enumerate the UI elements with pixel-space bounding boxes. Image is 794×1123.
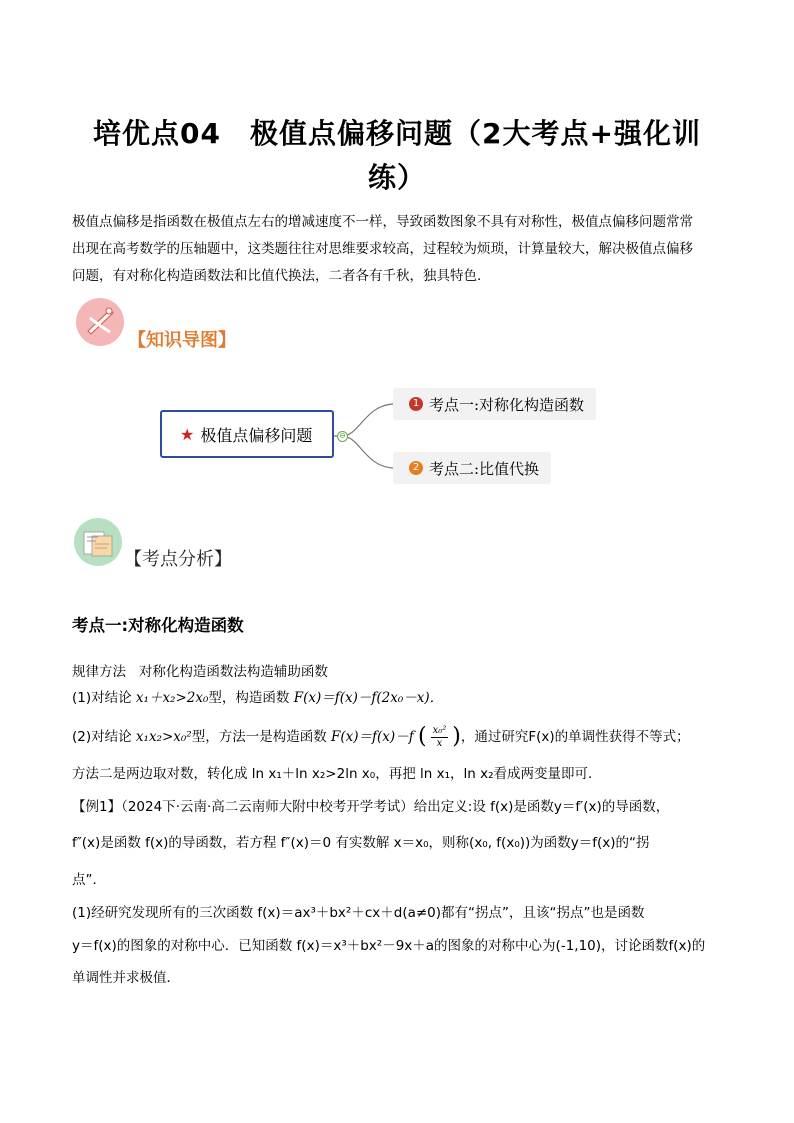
mind-map-node-2[interactable] (393, 452, 551, 484)
title-line-1: 培优点04 极值点偏移问题（2大考点+强化训 (93, 117, 701, 150)
section-analysis: 【考点分析】 (124, 549, 232, 570)
fraction-denominator: x (436, 737, 443, 749)
number-badge: 1 (409, 397, 423, 411)
item-3: 方法二是两边取对数，转化成 ln x₁＋ln x₂>2ln x₀，再把 ln x₁，ln x₂看成两变量即可． (72, 766, 602, 782)
page-title (80, 112, 714, 200)
collapse-icon[interactable]: ⊖ (337, 431, 348, 442)
item-2-mid: 型，方法一是构造函数 (191, 729, 327, 745)
title-line-2: 练） (367, 161, 426, 194)
example-line: y＝f(x)的图象的对称中心．已知函数 f(x)＝x³＋bx²－9x＋a的图象的对称中心为(-1,10)，讨论函数f(x)的 (72, 938, 706, 954)
mind-map-root-label: 极值点偏移问题 (200, 425, 313, 445)
fraction (431, 725, 449, 750)
law-label: 规律方法 (72, 664, 126, 680)
intro-paragraph (72, 209, 722, 290)
mind-map-node-1[interactable] (393, 388, 596, 420)
fraction-numerator: x₀² (432, 724, 447, 736)
star-icon: ★ (180, 424, 195, 444)
paren-close: ) (452, 724, 461, 749)
law-line (72, 662, 732, 682)
example-line: (1)经研究发现所有的三次函数 f(x)＝ax³＋bx²＋cx＋d(a≠0)都有“拐点”，且该“拐点”也是函数 (72, 905, 645, 921)
paren-open: ( (417, 724, 427, 749)
example-line: 单调性并求极值． (72, 970, 180, 986)
documents-icon (74, 518, 122, 566)
item-2-tail: ，通过研究F(x)的单调性获得不等式； (460, 729, 690, 745)
item-2-prefix: (2)对结论 (72, 729, 132, 745)
number-badge: 2 (409, 461, 423, 475)
section-knowledge-map: 【知识导图】 (128, 330, 236, 351)
item-1 (72, 688, 732, 708)
intro-line: 极值点偏移是指函数在极值点左右的增减速度不一样，导致函数图象不具有对称性，极值点偏移问题常常 (72, 214, 693, 230)
law-text: 对称化构造函数法构造辅助函数 (138, 664, 328, 680)
item-1-mid: 型，构造函数 (208, 690, 290, 706)
item-2 (72, 720, 732, 754)
intro-line: 问题，有对称化构造函数法和比值代换法，二者各有千秋，独具特色． (72, 268, 491, 284)
mind-map-node-label: 考点二:比值代换 (429, 459, 540, 478)
item-2-formula: F(x)＝f(x)－f (331, 729, 414, 745)
mind-map-root[interactable] (160, 410, 334, 458)
example-line: f″(x)是函数 f(x)的导函数，若方程 f″(x)＝0 有实数解 x＝x₀，则称(x₀, f(x₀))为函数y＝f(x)的“拐 (72, 835, 650, 851)
example-line: 点”． (72, 872, 106, 888)
topic-heading: 考点一:对称化构造函数 (72, 616, 244, 635)
item-2-condition: x₁x₂>x₀² (135, 729, 192, 745)
mind-map-node-label: 考点一:对称化构造函数 (429, 395, 585, 414)
item-1-formula: F(x)＝f(x)－f(2x₀－x)． (293, 690, 444, 706)
intro-line: 出现在高考数学的压轴题中，这类题往往对思维要求较高，过程较为烦琐，计算量较大，解决极值点偏移 (72, 241, 693, 257)
mind-map (150, 378, 650, 498)
item-1-condition: x₁＋x₂>2x₀ (135, 690, 209, 706)
item-1-prefix: (1)对结论 (72, 690, 132, 706)
example-line: 【例1】（2024下·云南·高二云南师大附中校考开学考试）给出定义:设 f(x)是函数y＝f′(x)的导函数， (72, 799, 670, 815)
compass-ruler-icon (76, 298, 124, 346)
